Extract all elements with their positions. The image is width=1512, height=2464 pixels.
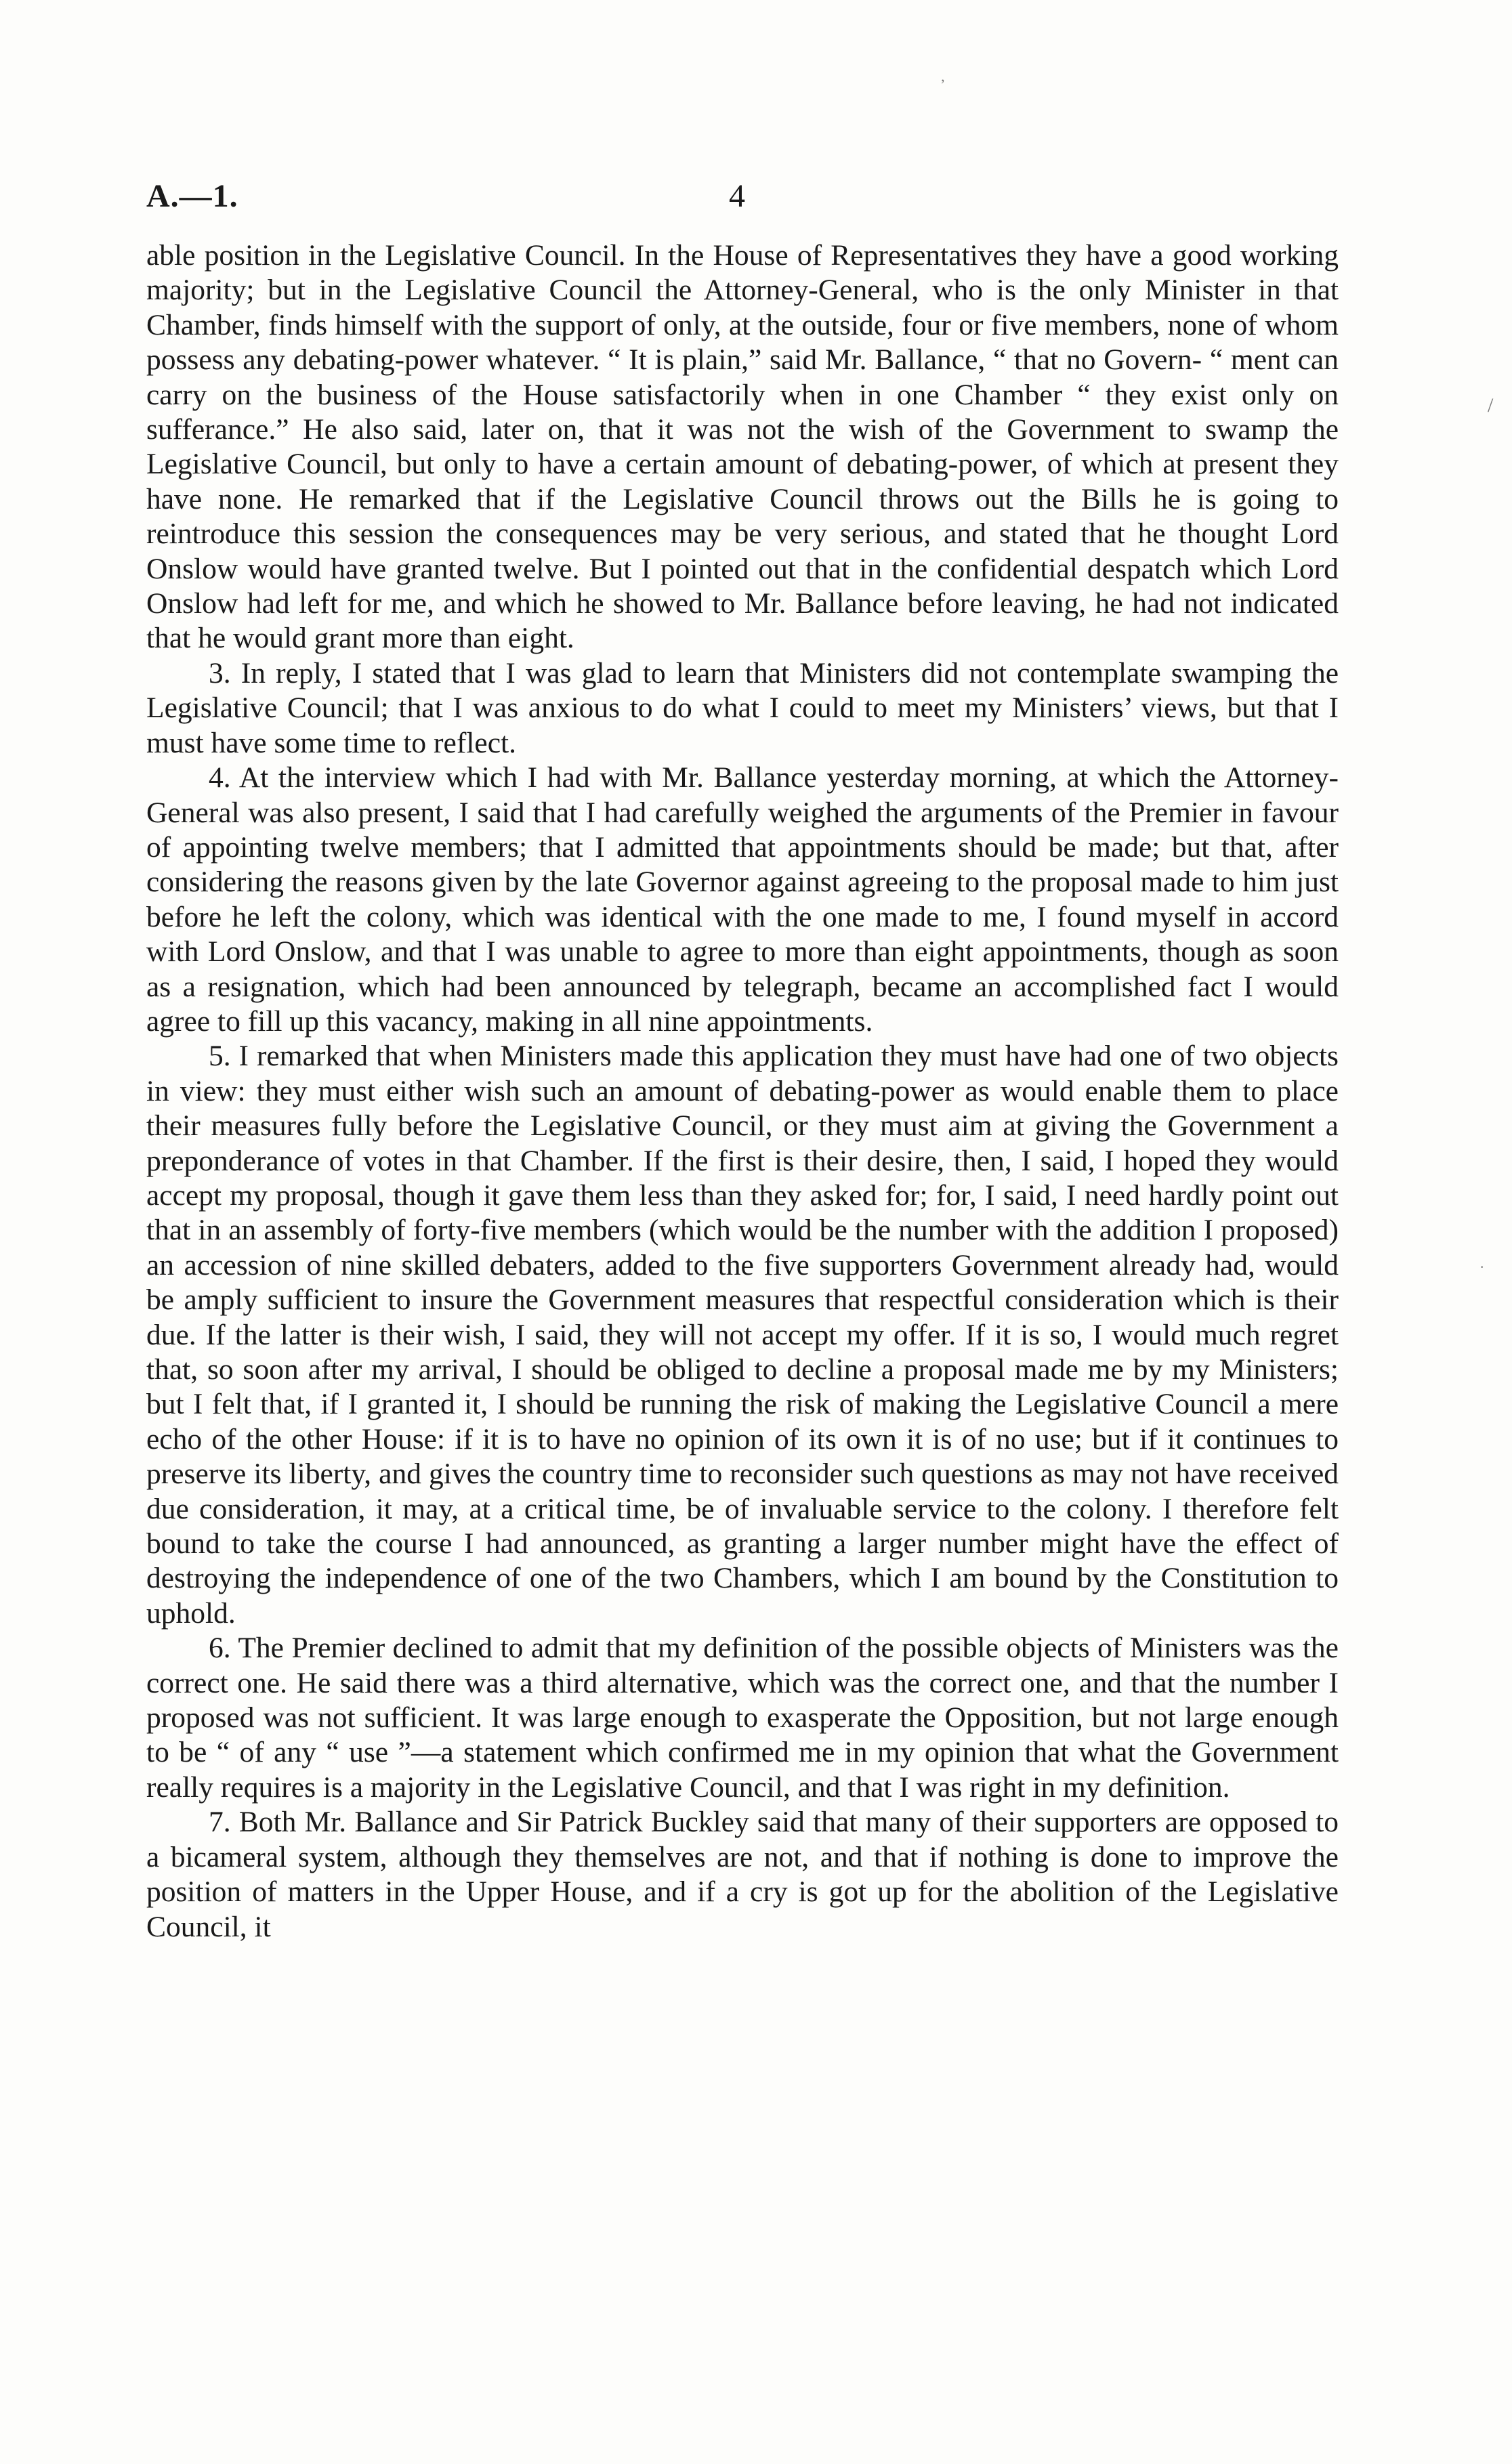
margin-mark: /	[1488, 394, 1494, 417]
paragraph-4: 4. At the interview which I had with Mr. Ballance yesterday morning, at which the Attorney-General was also present, I said that I had carefully weighed the arguments of the Premier in favour of appointing twelve members; that I admitted that appointments should be made; but that, after considering the reasons given by the late Governor against agreeing to the proposal made to him just before he left the colony, which was identical with the one made to me, I found myself in accord with Lord Onslow, and that I was unable to agree to more than eight appointments, though as soon as a resignation, which had been announced by telegraph, became an accomplished fact I would agree to fill up this vacancy, making in all nine appointments.	[146, 761, 1339, 1038]
body-text	[146, 238, 1339, 1945]
document-reference: A.—1.	[146, 178, 238, 214]
paragraph-3: 3. In reply, I stated that I was glad to learn that Ministers did not contemplate swamping the Legislative Council; that I was anxious to do what I could to meet my Ministers’ views, but that I must have some time to reflect.	[146, 656, 1339, 759]
page-header	[146, 177, 1341, 218]
paragraph-5: 5. I remarked that when Ministers made this application they must have had one of two objects in view: they must either wish such an amount of debating-power as would enable them to place their measures fully before the Legislative Council, or they must aim at giving the Government a preponderance of votes in that Chamber. If the first is their desire, then, I said, I hoped they would accept my proposal, though it gave them less than they asked for; for, I said, I need hardly point out that in an assembly of forty-five members (which would be the number with the addition I proposed) an accession of nine skilled debaters, added to the five supporters Government already had, would be amply sufficient to insure the Government measures that respectful consideration which is their due. If the latter is their wish, I said, they will not accept my offer. If it is so, I would much regret that, so soon after my arrival, I should be obliged to decline a proposal made me by my Ministers; but I felt that, if I granted it, I should be running the risk of making the Legislative Council a mere echo of the other House: if it is to have no opinion of its own it is of no use; but if it continues to preserve its liberty, and gives the country time to reconsider such questions as may not have received due consideration, it may, at a critical time, be of invaluable service to the colony. I therefore felt bound to take the course I had announced, as granting a larger number might have the effect of destroying the independence of one of the two Chambers, which I am bound by the Constitution to uphold.	[146, 1040, 1339, 1630]
paragraph-continued: able position in the Legislative Council. In the House of Representatives they have a good working majority; but in the Legislative Council the Attorney-General, who is the only Minister in that Chamber, finds himself with the support of only, at the outside, four or five members, none of whom possess any debating-power whatever. “ It is plain,” said Mr. Ballance, “ that no Govern- “ ment can carry on the business of the House satisfactorily when in one Chamber “ they exist only on sufferance.” He also said, later on, that it was not the wish of the Government to swamp the Legislative Council, but only to have a certain amount of debating-power, of which at present they have none. He remarked that if the Legislative Council throws out the Bills he is going to reintroduce this session the consequences may be very serious, and stated that he thought Lord Onslow would have granted twelve. But I pointed out that in the confidential despatch which Lord Onslow had left for me, and which he showed to Mr. Ballance before leaving, he had not indicated that he would grant more than eight.	[146, 239, 1339, 655]
scan-speck: ’	[940, 76, 946, 93]
margin-mark: ·	[1479, 1258, 1485, 1275]
page-number: 4	[729, 178, 745, 214]
paragraph-7: 7. Both Mr. Ballance and Sir Patrick Buckley said that many of their supporters are opposed to a bicameral system, although they themselves are not, and that if nothing is done to improve the position of matters in the Upper House, and if a cry is got up for the abolition of the Legislative Council, it	[146, 1806, 1339, 1943]
paragraph-6: 6. The Premier declined to admit that my definition of the possible objects of Ministers was the correct one. He said there was a third alternative, which was the correct one, and that the number I proposed was not sufficient. It was large enough to exasperate the Opposition, but not large enough to be “ of any “ use ”—a statement which confirmed me in my opinion that what the Government really requires is a majority in the Legislative Council, and that I was right in my definition.	[146, 1632, 1339, 1804]
